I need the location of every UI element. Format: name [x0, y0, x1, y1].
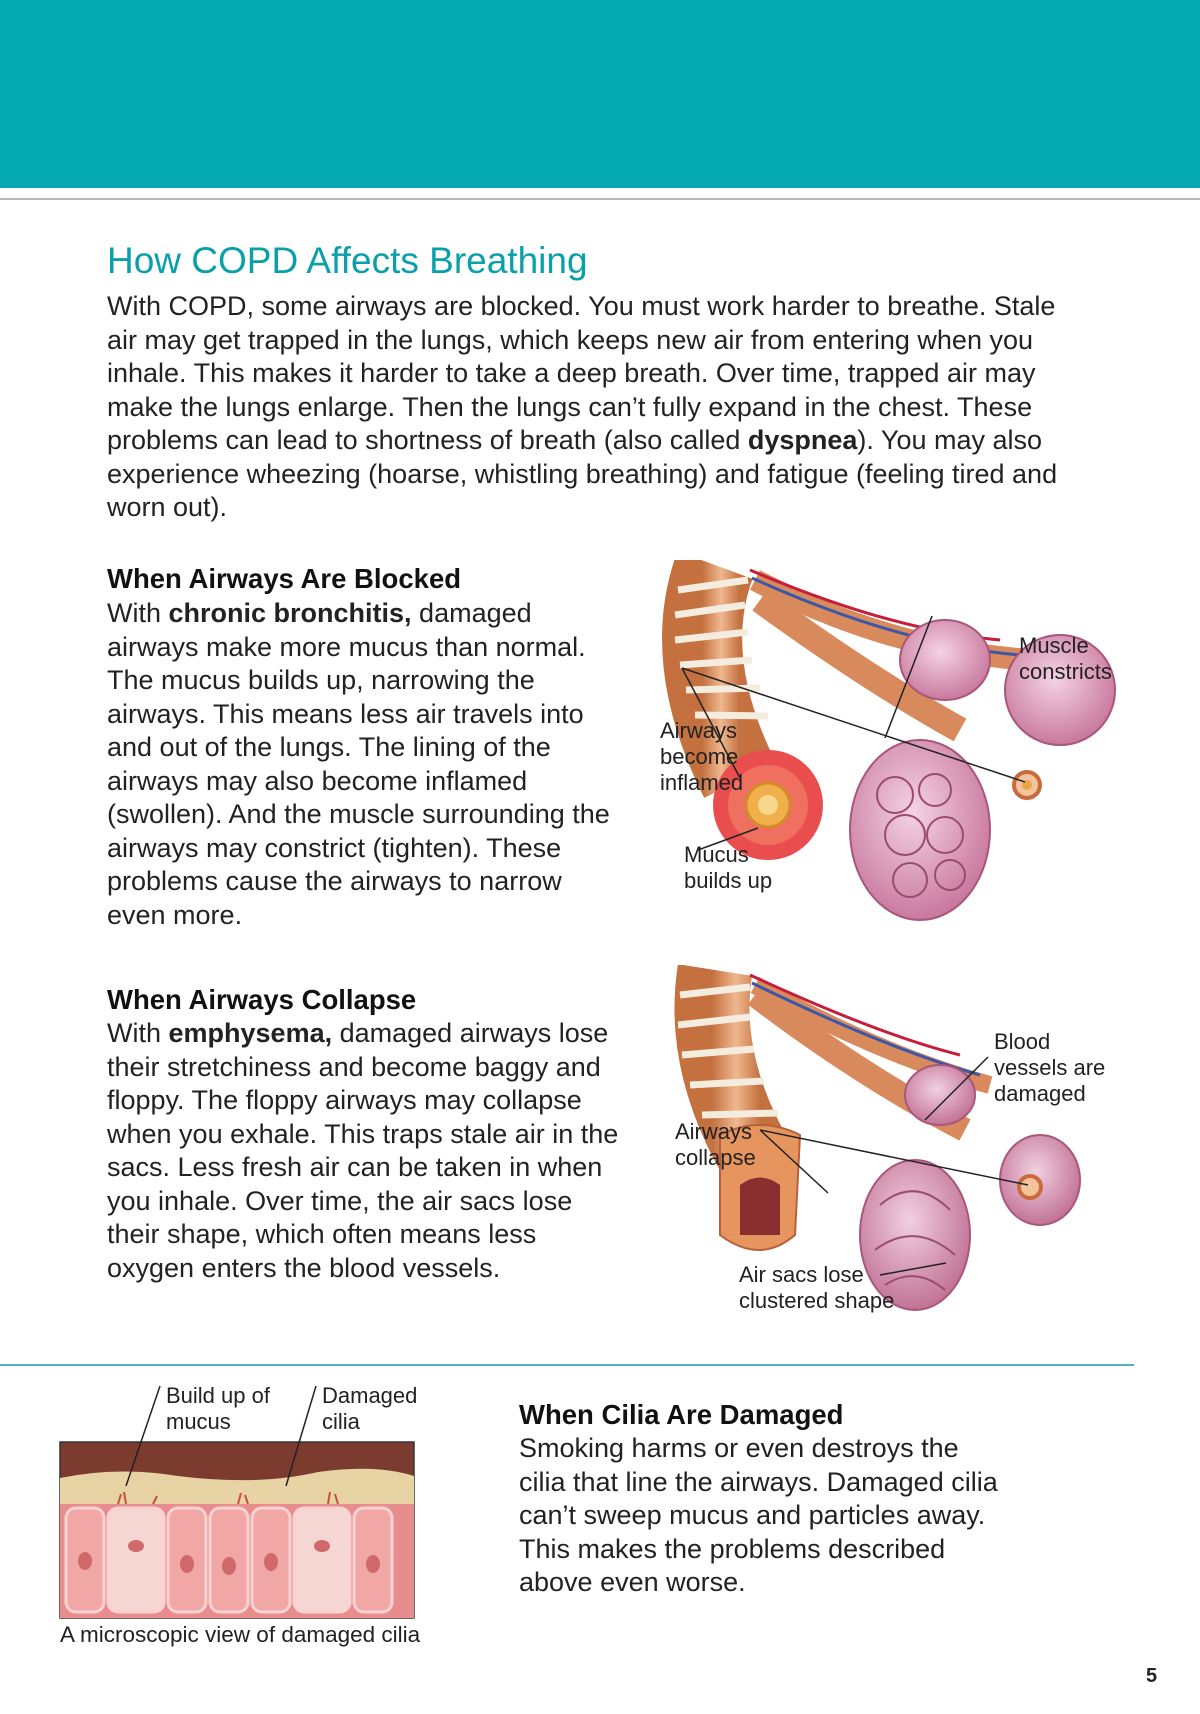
blocked-text: With	[107, 598, 169, 628]
header-band	[0, 0, 1200, 188]
intro-paragraph	[107, 290, 1087, 525]
intro-bold-term: dyspnea	[747, 425, 858, 455]
cilia-microscopic-illustration	[58, 1386, 418, 1620]
label-line: constricts	[1019, 659, 1112, 684]
label-blood-vessels	[994, 1029, 1105, 1107]
blocked-text-end: damaged airways make more mucus than normal. The mucus builds up, narrowing the airways. This means less air travels into and out of the lungs. The lining of the airways may also become inflamed (swollen). And the muscle surrounding the airways may constrict (tighten). These problems cause the airways to narrow even more.	[107, 598, 610, 930]
header-rule	[0, 198, 1200, 200]
label-mucus-builds-up	[684, 842, 772, 894]
page-title: How COPD Affects Breathing	[107, 240, 588, 281]
label-air-sacs	[739, 1262, 894, 1314]
collapse-text: With	[107, 1018, 169, 1048]
blocked-paragraph	[107, 597, 617, 932]
collapse-paragraph	[107, 1017, 627, 1285]
blocked-heading: When Airways Are Blocked	[107, 563, 462, 594]
label-airways-collapse	[675, 1119, 756, 1171]
section-divider	[0, 1364, 1134, 1366]
cilia-caption: A microscopic view of damaged cilia	[60, 1622, 421, 1647]
label-line: Blood	[994, 1029, 1051, 1054]
collapse-heading: When Airways Collapse	[107, 984, 417, 1015]
label-line: Airways	[675, 1119, 753, 1144]
intro-text: With COPD, some airways are blocked. You must work harder to breathe. Stale air may get trapped in the lungs, which keeps new air from entering when you inhale. This makes it harder to take a deep breath. Over time, trapped air may make the lungs enlarge. Then the lungs can’t fully expand in the chest. These problems can lead to shortness of breath (also called	[107, 291, 1056, 455]
collapse-bold-term: emphysema,	[168, 1018, 333, 1048]
label-line: clustered shape	[739, 1288, 895, 1313]
label-line: builds up	[684, 868, 773, 893]
label-line: Airways	[660, 718, 738, 743]
label-line: Air sacs lose	[739, 1262, 864, 1287]
cilia-heading: When Cilia Are Damaged	[519, 1399, 844, 1430]
label-line: mucus	[166, 1409, 231, 1434]
blocked-bold-term: chronic bronchitis,	[168, 598, 412, 628]
label-airways-inflamed	[660, 718, 743, 796]
collapse-text-end: damaged airways lose their stretchiness and become baggy and floppy. The floppy airways may collapse when you exhale. This traps stale air in the sacs. Less fresh air can be taken in when you inhale. Over time, the air sacs lose their shape, which often means less oxygen enters the blood vessels.	[107, 1018, 619, 1283]
label-line: vessels are	[994, 1055, 1106, 1080]
label-line: Damaged	[322, 1383, 418, 1408]
intro-text-end: ). You may also experience wheezing (hoarse, whistling breathing) and fatigue (feeling tired and worn out).	[107, 425, 1058, 522]
label-line: Mucus	[684, 842, 749, 867]
page-number: 5	[1146, 1665, 1158, 1687]
label-line: become	[660, 744, 739, 769]
label-muscle-constricts	[1019, 633, 1112, 685]
cilia-paragraph: Smoking harms or even destroys the cilia that line the airways. Damaged cilia can’t sweep mucus and particles away. This makes the problems described above even worse.	[519, 1433, 998, 1597]
label-line: cilia	[322, 1409, 360, 1434]
label-line: damaged	[994, 1081, 1086, 1106]
label-line: inflamed	[660, 770, 744, 795]
label-line: Muscle	[1019, 633, 1089, 658]
label-line: collapse	[675, 1145, 756, 1170]
label-line: Build up of	[166, 1383, 270, 1408]
